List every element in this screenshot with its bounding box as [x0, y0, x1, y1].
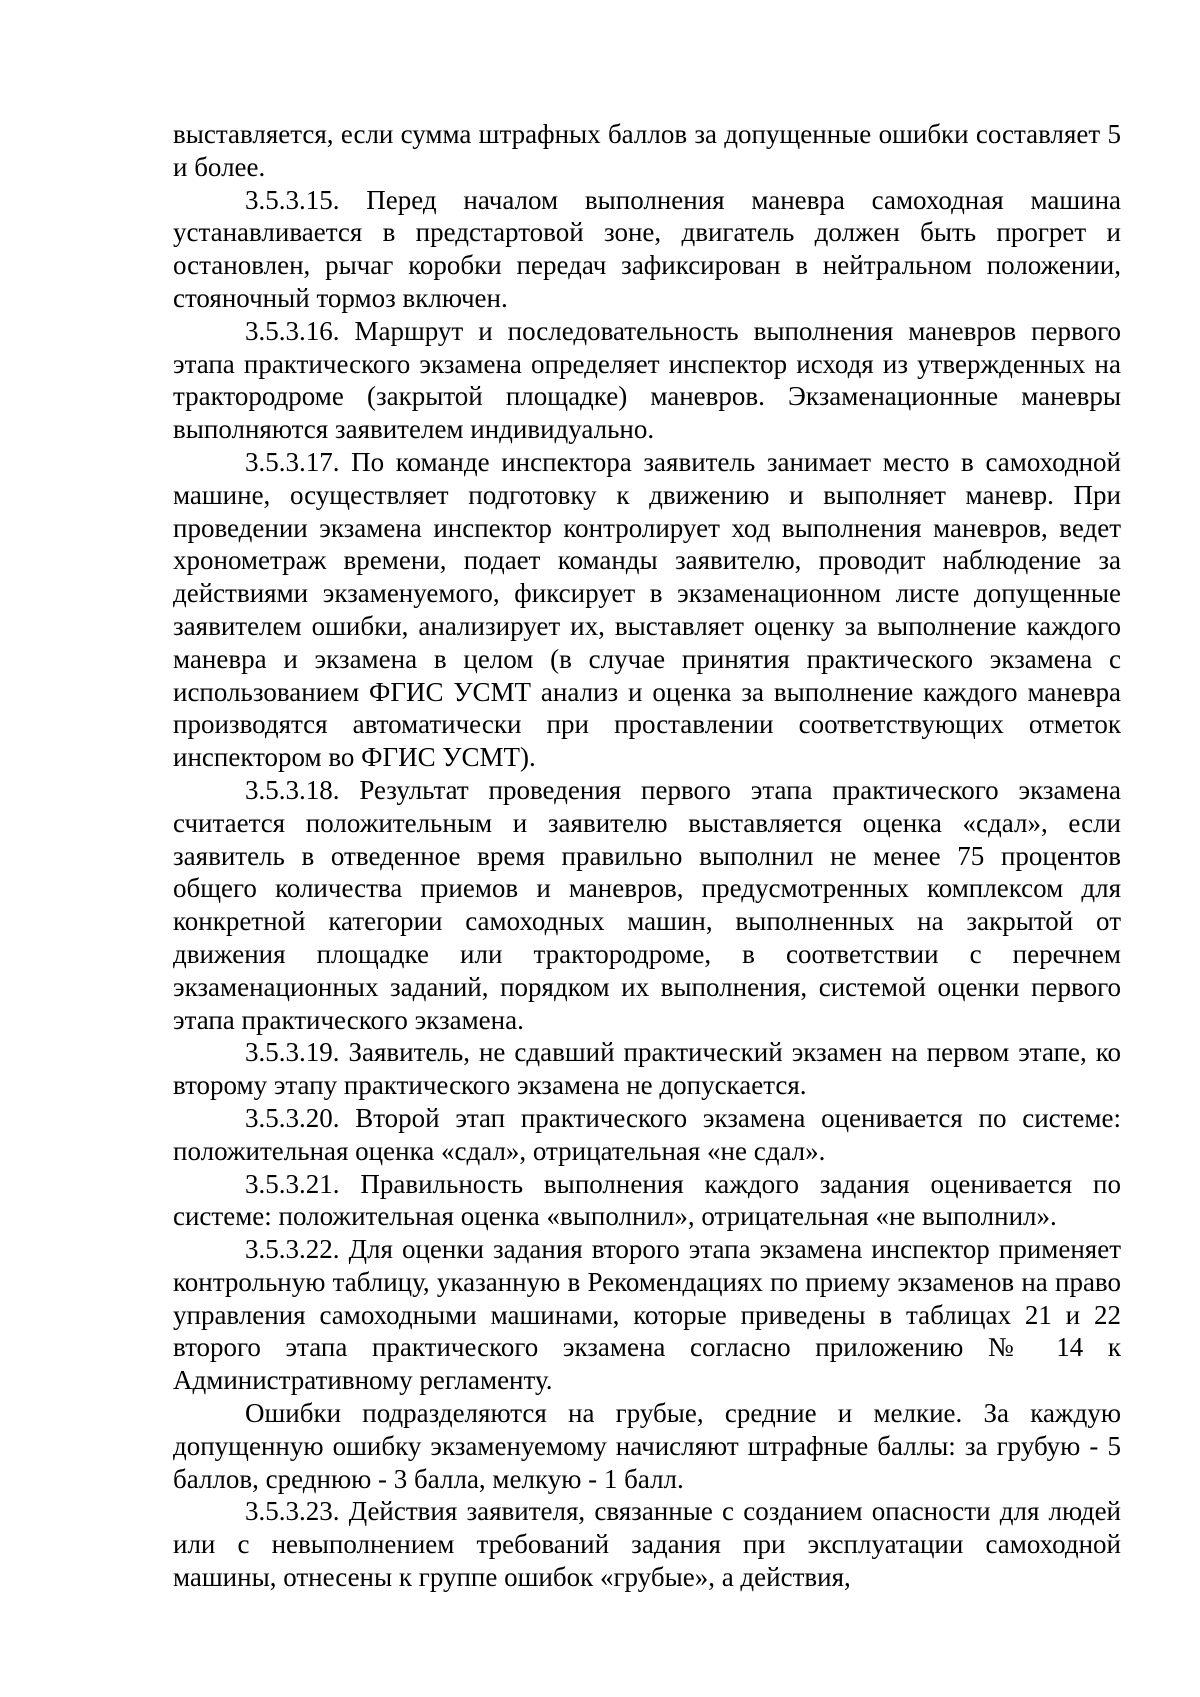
paragraph-3-5-3-17: 3.5.3.17. По команде инспектора заявитель занимает место в самоходной машине, осуществляет подготовку к движению и выполняет маневр. При проведении экзамена инспектор контролирует ход выполнения маневров, ведет хронометраж времени, подает команды заявителю, проводит наблюдение за действиями экзаменуемого, фиксирует в экзаменационном листе допущенные заявителем ошибки, анализирует их, выставляет оценку за выполнение каждого маневра и экзамена в целом (в случае принятия практического экзамена с использованием ФГИС УСМТ анализ и оценка за выполнение каждого маневра производятся автоматически при проставлении соответствующих отметок инспектором во ФГИС УСМТ).	[173, 446, 1121, 773]
paragraph-3-5-3-20: 3.5.3.20. Второй этап практического экзамена оценивается по системе: положительная оценка «сдал», отрицательная «не сдал».	[173, 1102, 1121, 1166]
paragraph-3-5-3-22: 3.5.3.22. Для оценки задания второго этапа экзамена инспектор применяет контрольную таблицу, указанную в Рекомендациях по приему экзаменов на право управления самоходными машинами, которые приведены в таблицах 21 и 22 второго этапа практического экзамена согласно приложению № 14 к Административному регламенту.	[173, 1234, 1121, 1396]
paragraph-errors-classification: Ошибки подразделяются на грубые, средние и мелкие. За каждую допущенную ошибку экзаменуемому начисляют штрафные баллы: за грубую - 5 баллов, среднюю - 3 балла, мелкую - 1 балл.	[173, 1398, 1121, 1494]
document-page	[173, 118, 1121, 1594]
paragraph-3-5-3-16: 3.5.3.16. Маршрут и последовательность выполнения маневров первого этапа практического экзамена определяет инспектор исходя из утвержденных на трактородроме (закрытой площадке) маневров. Экзаменационные маневры выполняются заявителем индивидуально.	[173, 315, 1121, 445]
paragraph-continuation: выставляется, если сумма штрафных баллов за допущенные ошибки составляет 5 и более.	[173, 119, 1121, 182]
paragraph-3-5-3-18: 3.5.3.18. Результат проведения первого этапа практического экзамена считается положительным и заявителю выставляется оценка «сдал», если заявитель в отведенное время правильно выполнил не менее 75 процентов общего количества приемов и маневров, предусмотренных комплексом для конкретной категории самоходных машин, выполненных на закрытой от движения площадке или трактородроме, в соответствии с перечнем экзаменационных заданий, порядком их выполнения, системой оценки первого этапа практического экзамена.	[173, 774, 1121, 1035]
paragraph-3-5-3-19: 3.5.3.19. Заявитель, не сдавший практический экзамен на первом этапе, ко второму этапу практического экзамена не допускается.	[173, 1037, 1121, 1101]
paragraph-3-5-3-21: 3.5.3.21. Правильность выполнения каждого задания оценивается по системе: положительная оценка «выполнил», отрицательная «не выполнил».	[173, 1168, 1121, 1232]
paragraph-3-5-3-15: 3.5.3.15. Перед началом выполнения маневра самоходная машина устанавливается в предстартовой зоне, двигатель должен быть прогрет и остановлен, рычаг коробки передач зафиксирован в нейтральном положении, стояночный тормоз включен.	[173, 184, 1121, 313]
paragraph-3-5-3-23: 3.5.3.23. Действия заявителя, связанные с созданием опасности для людей или с невыполнением требований задания при эксплуатации самоходной машины, отнесены к группе ошибок «грубые», а действия,	[173, 1496, 1121, 1593]
